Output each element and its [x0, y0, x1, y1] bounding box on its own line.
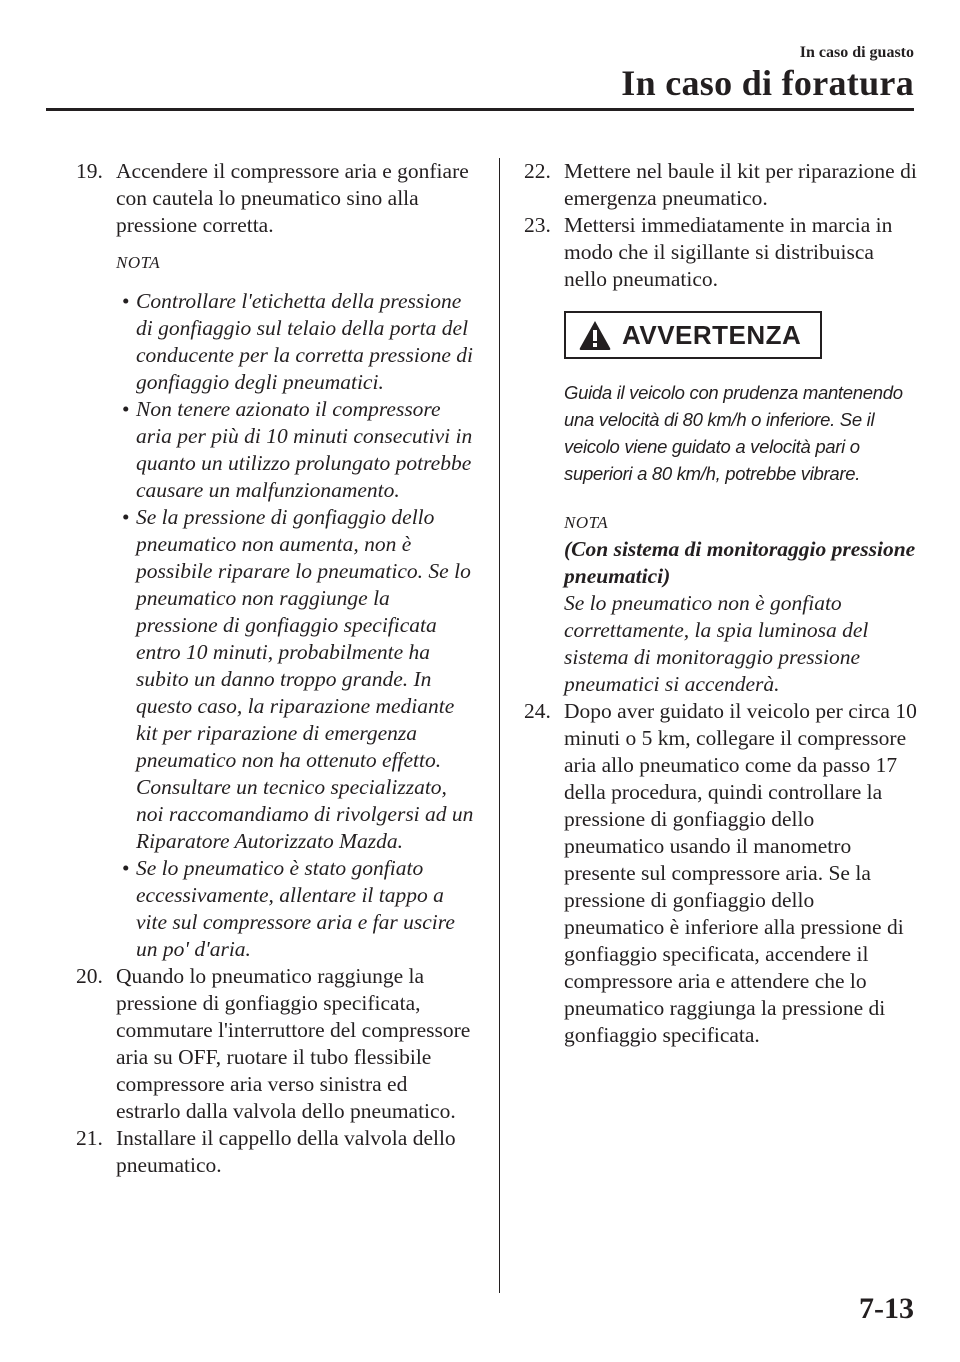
step-22 — [524, 158, 919, 212]
note-block — [564, 509, 919, 698]
step-number: 21. — [76, 1126, 103, 1150]
warning-title: AVVERTENZA — [622, 319, 802, 350]
step-number: 19. — [76, 159, 103, 183]
note-item — [122, 288, 476, 396]
step-text: Mettersi immediatamente in marcia in modo che il sigillante si distribuisca nello pneumatico. — [564, 213, 893, 291]
note-item-text: Se lo pneumatico è stato gonfiato eccessivamente, allentare il tappo a vite sul compressore aria e far uscire un po' d'aria. — [136, 856, 455, 961]
step-number: 20. — [76, 964, 103, 988]
step-text: Quando lo pneumatico raggiunge la pressione di gonfiaggio specificata, commutare l'interruttore del compressore aria su OFF, ruotare il tubo flessibile compressore aria verso sinistra ed estrarlo dalla valvola dello pneumatico. — [116, 964, 471, 1123]
page-number: 7-13 — [859, 1292, 914, 1325]
warning-text: Guida il veicolo con prudenza mantenendo una velocità di 80 km/h o inferiore. Se il veicolo viene guidato a velocità pari o superiori a 80 km/h, potrebbe vibrare. — [564, 382, 903, 484]
step-20 — [76, 963, 476, 1125]
note-text: Se lo pneumatico non è gonfiato correttamente, la spia luminosa del sistema di monitoraggio pressione pneumatici si accenderà. — [564, 591, 869, 696]
right-column — [524, 158, 919, 1049]
note-item — [122, 504, 476, 855]
bullet-icon: • — [122, 397, 130, 421]
step-number: 23. — [524, 213, 551, 237]
note-item-text: Se la pressione di gonfiaggio dello pneumatico non aumenta, non è possibile riparare lo pneumatico. Se lo pneumatico non raggiunge la pressione di gonfiaggio specificata entro 10 minuti, probabilmente ha subito un danno troppo grande. In questo caso, la riparazione mediante kit per riparazione di emergenza pneumatico non ha ottenuto effetto. Consultare un tecnico specializzato, noi raccomandiamo di rivolgersi ad un Riparatore Autorizzato Mazda. — [136, 505, 474, 853]
warning-triangle-icon — [578, 319, 612, 351]
note-item-text: Controllare l'etichetta della pressione di gonfiaggio sul telaio della porta del conducente per la corretta pressione di gonfiaggio degli pneumatici. — [136, 289, 473, 394]
left-column — [76, 158, 476, 1179]
step-text: Dopo aver guidato il veicolo per circa 10 minuti o 5 km, collegare il compressore aria allo pneumatico come da passo 17 della procedura, quindi controllare la pressione di gonfiaggio dello pneumatico usando il manometro presente sul compressore aria. Se la pressione di gonfiaggio dello pneumatico è inferiore alla pressione di gonfiaggio specificata, accendere il compressore aria e attendere che lo pneumatico raggiunga la pressione di gonfiaggio specificata. — [564, 699, 917, 1047]
step-23 — [524, 212, 919, 293]
bullet-icon: • — [122, 505, 130, 529]
note-label: NOTA — [564, 513, 609, 532]
note-list — [76, 288, 476, 963]
note-condition: (Con sistema di monitoraggio pressione pneumatici) — [564, 537, 916, 588]
note-item-text: Non tenere azionato il compressore aria per più di 10 minuti consecutivi in quanto un utilizzo prolungato potrebbe causare un malfunzionamento. — [136, 397, 473, 502]
section-name: In caso di guasto — [799, 44, 914, 61]
column-divider — [499, 158, 500, 1293]
step-number: 24. — [524, 699, 551, 723]
header-rule — [46, 108, 914, 111]
bullet-icon: • — [122, 856, 130, 880]
step-19 — [76, 158, 476, 239]
step-text: Mettere nel baule il kit per riparazione di emergenza pneumatico. — [564, 159, 917, 210]
warning-box — [564, 311, 822, 359]
step-text: Installare il cappello della valvola dello pneumatico. — [116, 1126, 456, 1177]
step-21 — [76, 1125, 476, 1179]
note-item — [122, 855, 476, 963]
step-24 — [524, 698, 919, 1049]
step-text: Accendere il compressore aria e gonfiare con cautela lo pneumatico sino alla pressione corretta. — [116, 159, 469, 237]
bullet-icon: • — [122, 289, 130, 313]
note-item — [122, 396, 476, 504]
step-number: 22. — [524, 159, 551, 183]
page-title: In caso di foratura — [621, 63, 914, 103]
note-label: NOTA — [116, 253, 161, 272]
